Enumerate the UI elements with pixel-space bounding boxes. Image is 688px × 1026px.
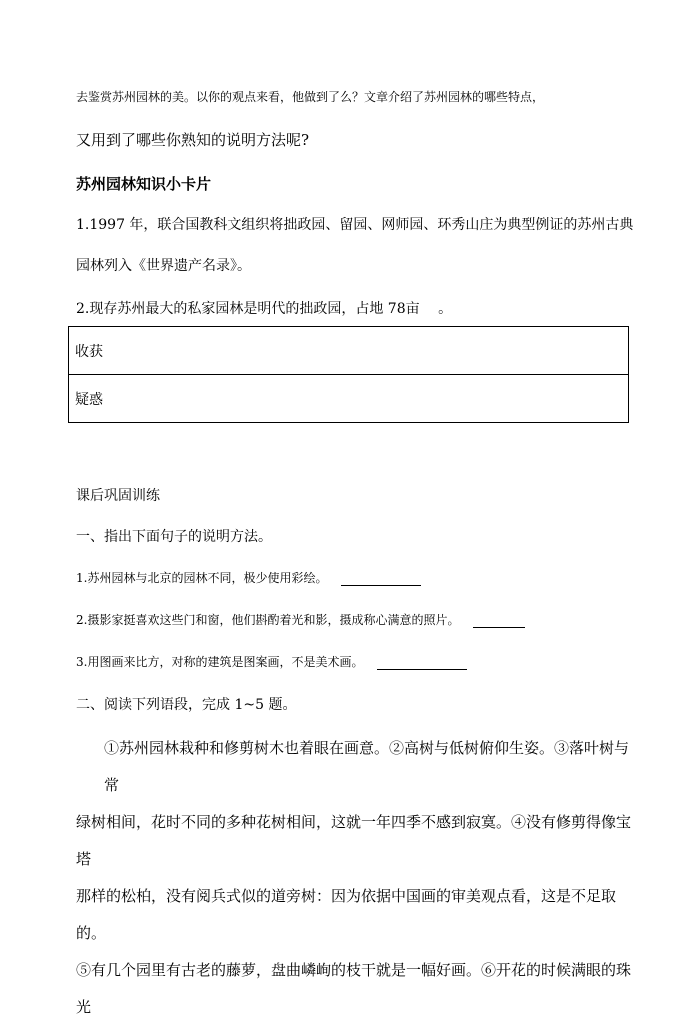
record-table [68,326,629,423]
passage [76,730,636,1026]
intro-line-2: 又用到了哪些你熟知的说明方法呢? [76,131,310,149]
passage-line-4: ⑤有几个园里有古老的藤萝，盘曲嶙峋的枝干就是一幅好画。⑥开花的时候满眼的珠光 [76,961,632,1016]
question-2 [76,611,525,628]
intro-line-1: 去鉴赏苏州园林的美。以你的观点来看，他做到了么？文章介绍了苏州园林的哪些特点， [76,90,545,104]
card-item-1b: 园林列入《世界遗产名录》。 [76,258,251,274]
table-row [69,375,629,423]
section-2-heading: 二、阅读下列语段，完成 1~5 题。 [76,697,297,713]
question-3 [76,653,467,670]
card-item-2: 2.现存苏州最大的私家园林是明代的拙政园，占地 78亩 。 [76,301,453,317]
question-1 [76,569,421,586]
question-1-text: 1.苏州园林与北京的园林不同，极少使用彩绘。 [76,571,328,585]
answer-blank-1[interactable] [341,584,421,586]
practice-title: 课后巩固训练 [76,488,160,504]
passage-line-2: 绿树相间，花时不同的多种花树相间，这就一年四季不感到寂寞。④没有修剪得像宝塔 [76,813,632,868]
question-2-text: 2.摄影家挺喜欢这些门和窗，他们斟酌着光和影，摄成称心满意的照片。 [76,613,460,627]
table-row [69,327,629,375]
passage-line-3: 那样的松柏，没有阅兵式似的道旁树：因为依据中国画的审美观点看，这是不足取的。 [76,887,617,942]
question-3-text: 3.用图画来比方，对称的建筑是图案画，不是美术画。 [76,655,364,669]
harvest-cell[interactable]: 收获 [69,327,629,375]
section-1-heading: 一、指出下面句子的说明方法。 [76,529,272,545]
passage-line-1: ①苏州园林栽种和修剪树木也着眼在画意。②高树与低树俯仰生姿。③落叶树与常 [104,739,630,794]
card-title: 苏州园林知识小卡片 [76,175,212,193]
card-item-1a: 1.1997 年，联合国教科文组织将拙政园、留园、网师园、环秀山庄为典型例证的苏州古典 [76,217,634,233]
answer-blank-2[interactable] [473,626,525,628]
answer-blank-3[interactable] [377,668,467,670]
doubt-cell[interactable]: 疑惑 [69,375,629,423]
